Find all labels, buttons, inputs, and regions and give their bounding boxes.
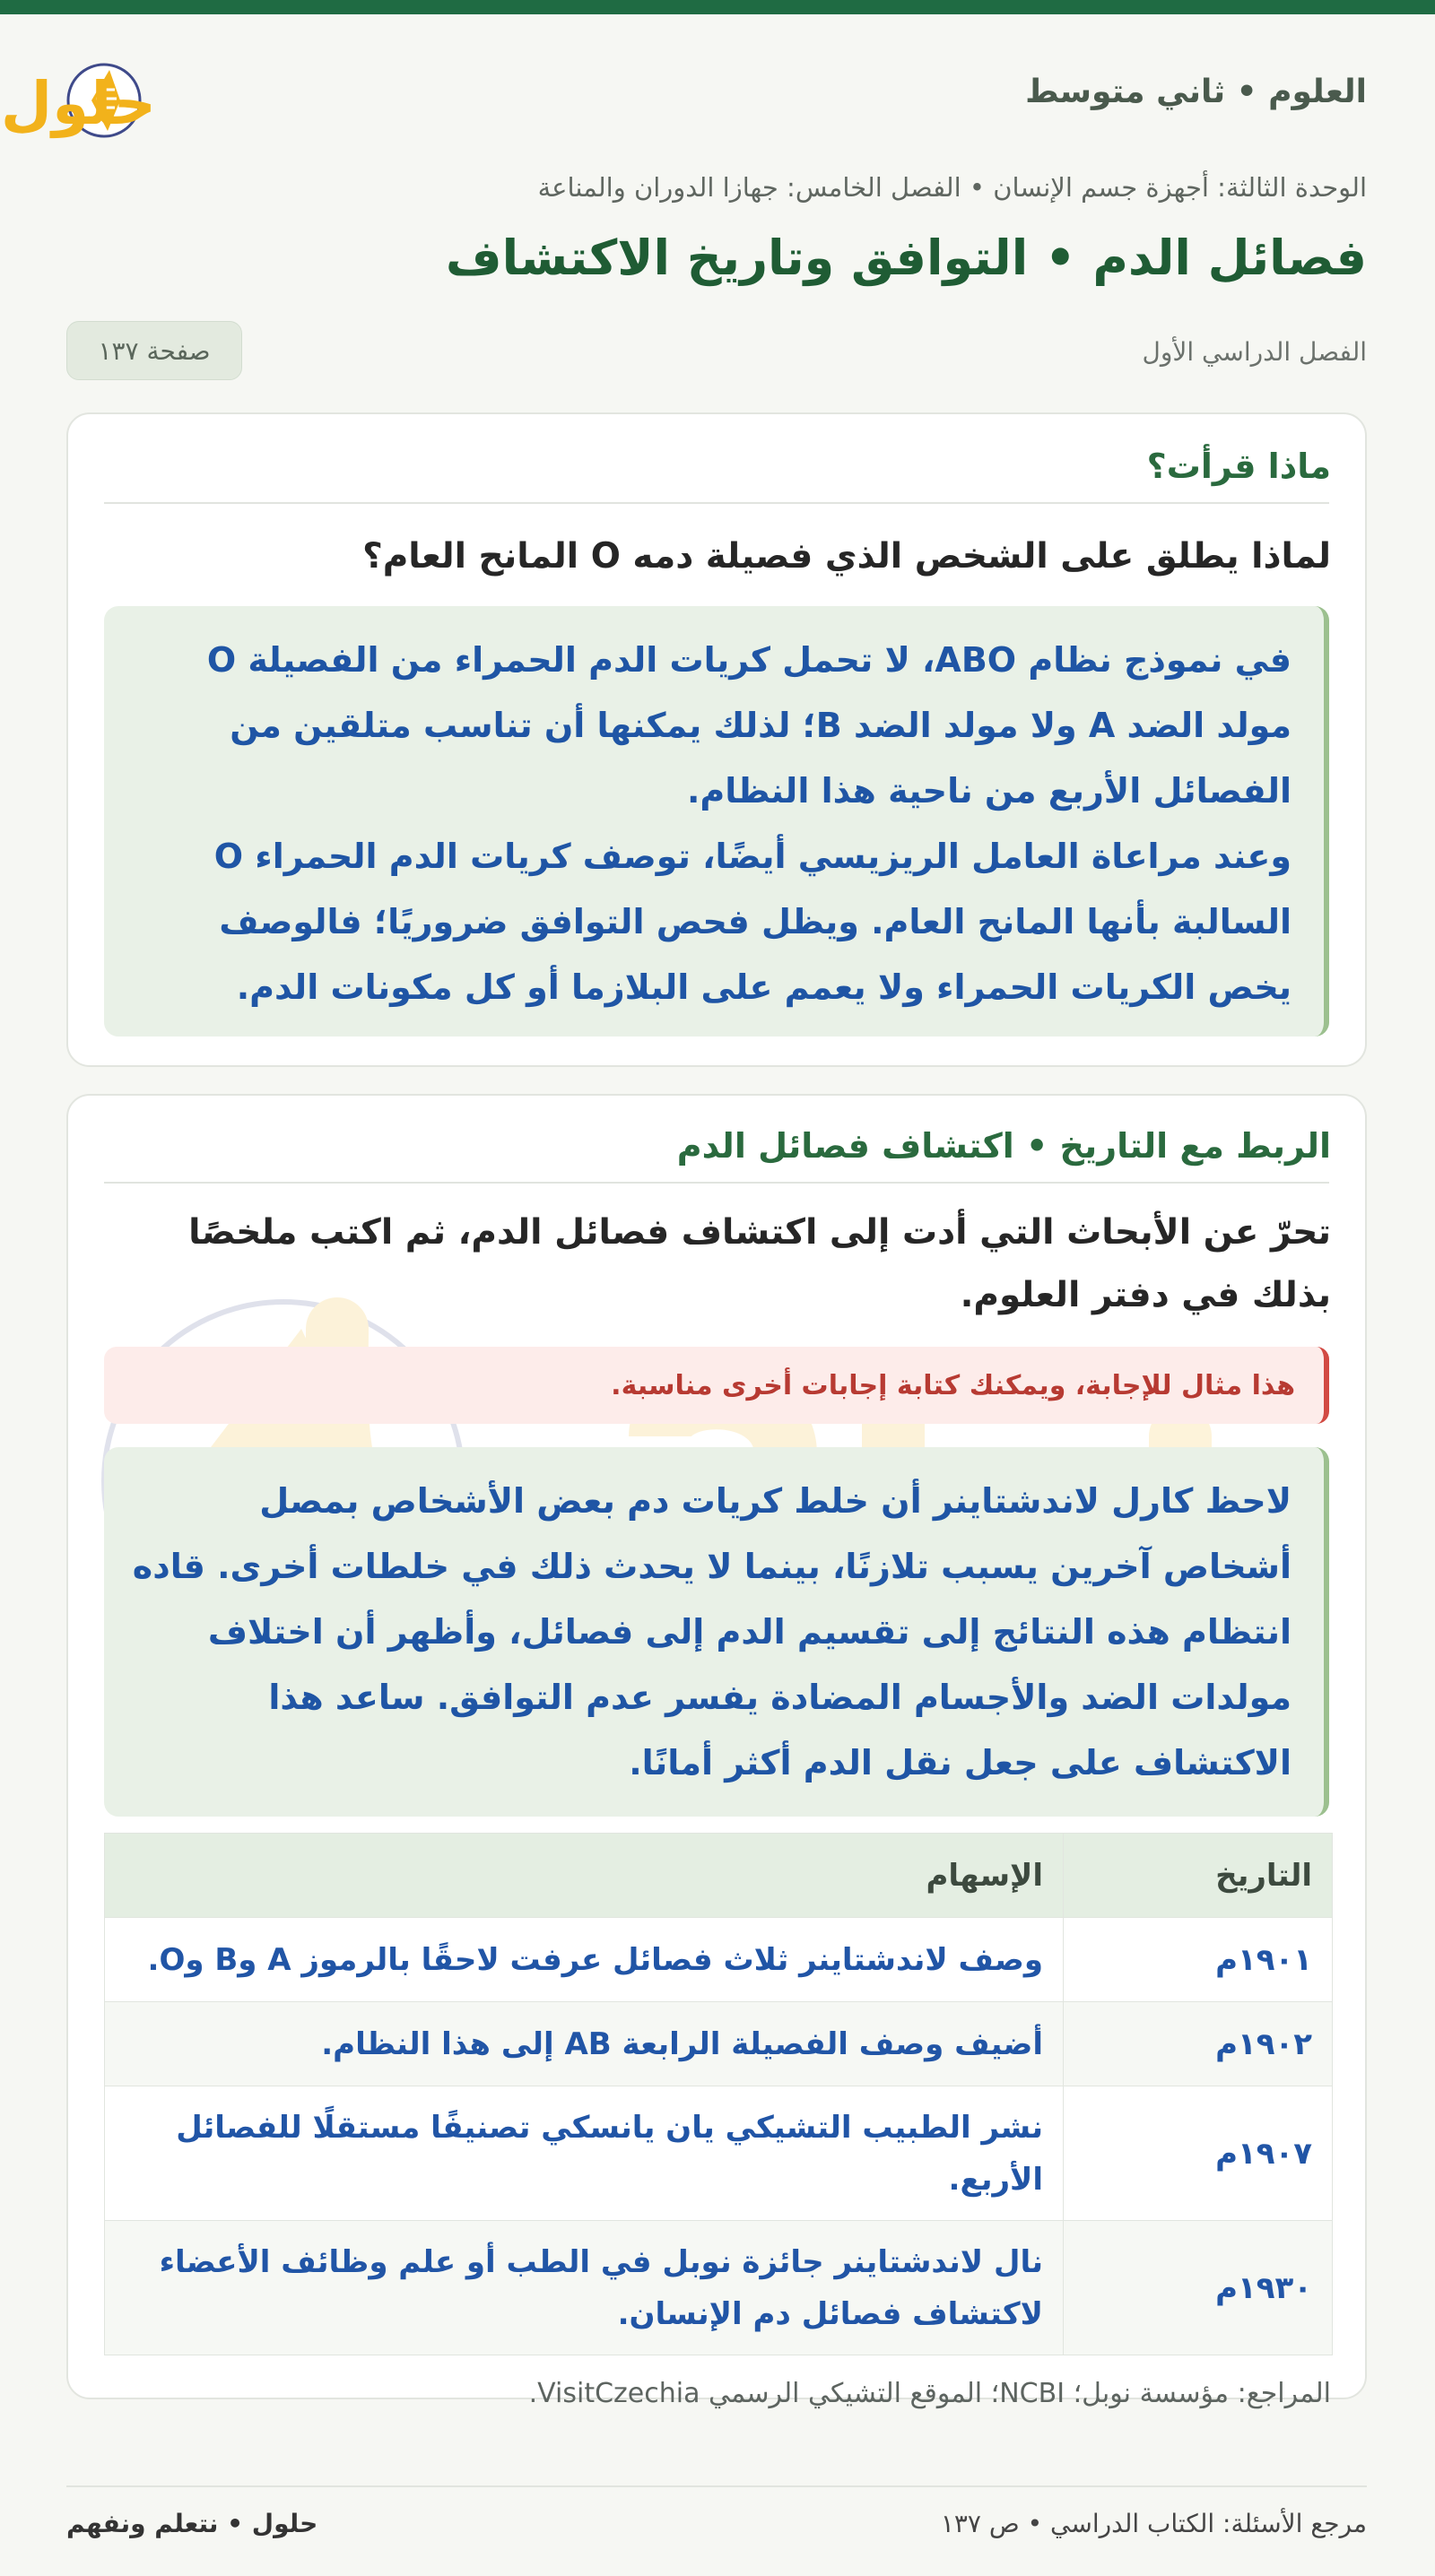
table-header-date: التاريخ bbox=[1064, 1834, 1333, 1918]
question-text: تحرّ عن الأبحاث التي أدت إلى اكتشاف فصائل الدم، ثم اكتب ملخصًا بذلك في دفتر العلوم. bbox=[188, 1212, 1331, 1315]
history-connection-card bbox=[66, 1094, 1367, 2409]
table-row bbox=[105, 2002, 1333, 2086]
semester-label: الفصل الدراسي الأول bbox=[1142, 337, 1367, 367]
subject-label: العلوم • ثاني متوسط bbox=[1025, 74, 1367, 110]
answer-box bbox=[104, 606, 1329, 1036]
answer-paragraph: في نموذج نظام ABO، لا تحمل كريات الدم الحمراء من الفصيلة O مولد الضد A ولا مولد الضد B؛ لذلك يمكنها أن تناسب متلقين من الفصائل الأربع من ناحية هذا النظام. bbox=[206, 640, 1292, 811]
section-divider bbox=[104, 502, 1329, 504]
references-text: المراجع: مؤسسة نوبل؛ NCBI؛ الموقع التشيكي الرسمي VisitCzechia. bbox=[528, 2378, 1331, 2409]
page-header bbox=[0, 48, 1367, 147]
table-cell-text: نشر الطبيب التشيكي يان يانسكي تصنيفًا مستقلًا للفصائل الأربع. bbox=[105, 2086, 1064, 2221]
note-box: هذا مثال للإجابة، ويمكنك كتابة إجابات أخرى مناسبة. bbox=[104, 1347, 1329, 1424]
answer-paragraph: وعند مراعاة العامل الريزيسي أيضًا، توصف كريات الدم الحمراء O السالبة بأنها المانح العام. ويظل فحص التوافق ضروريًا؛ فالوصف يخص الكريات الحمراء ولا يعمم على البلازما أو كل مكونات الدم. bbox=[213, 837, 1292, 1007]
table-cell-text: أضيف وصف الفصيلة الرابعة AB إلى هذا النظام. bbox=[105, 2002, 1064, 2086]
hulul-logo[interactable] bbox=[0, 48, 300, 147]
top-accent-bar bbox=[0, 0, 1435, 14]
table-cell-text: نال لاندشتاينر جائزة نوبل في الطب أو علم وظائف الأعضاء لاكتشاف فصائل دم الإنسان. bbox=[105, 2221, 1064, 2355]
footer-reference: مرجع الأسئلة: الكتاب الدراسي • ص ١٣٧ bbox=[940, 2509, 1367, 2538]
logo-text: حلول bbox=[0, 69, 156, 138]
table-row bbox=[105, 2221, 1333, 2355]
breadcrumb: الوحدة الثالثة: أجهزة جسم الإنسان • الفصل الخامس: جهازا الدوران والمناعة bbox=[537, 172, 1367, 203]
table-cell-year: ١٩٠١م bbox=[1064, 1918, 1333, 2002]
table-cell-year: ١٩٠٧م bbox=[1064, 2086, 1333, 2221]
table-header-contribution: الإسهام bbox=[105, 1834, 1064, 1918]
section-divider bbox=[104, 1182, 1329, 1184]
table-row bbox=[105, 2086, 1333, 2221]
table-row bbox=[105, 1918, 1333, 2002]
table-cell-year: ١٩٣٠م bbox=[1064, 2221, 1333, 2355]
what-did-you-read-card bbox=[66, 412, 1367, 1067]
section-title: ماذا قرأت؟ bbox=[1146, 447, 1331, 486]
page-title: فصائل الدم • التوافق وتاريخ الاكتشاف bbox=[445, 230, 1367, 286]
footer-divider bbox=[66, 2485, 1367, 2487]
answer-box: لاحظ كارل لاندشتاينر أن خلط كريات دم بعض الأشخاص بمصل أشخاص آخرين يسبب تلازنًا، بينما لا يحدث ذلك في خلطات أخرى. قاده انتظام هذه النتائج إلى تقسيم الدم إلى فصائل، وأظهر أن اختلاف مولدات الضد والأجسام المضادة يفسر عدم التوافق. ساعد هذا الاكتشاف على جعل نقل الدم أكثر أمانًا. bbox=[104, 1447, 1329, 1817]
history-table bbox=[104, 1833, 1333, 2355]
question-text: لماذا يطلق على الشخص الذي فصيلة دمه O المانح العام؟ bbox=[362, 536, 1331, 577]
table-cell-year: ١٩٠٢م bbox=[1064, 2002, 1333, 2086]
table-cell-text: وصف لاندشتاينر ثلاث فصائل عرفت لاحقًا بالرموز A وB وO. bbox=[105, 1918, 1064, 2002]
section-title: الربط مع التاريخ • اكتشاف فصائل الدم bbox=[676, 1126, 1331, 1166]
footer-brand[interactable]: حلول • نتعلم ونفهم bbox=[66, 2509, 318, 2538]
page-number-badge: صفحة ١٣٧ bbox=[66, 321, 242, 380]
